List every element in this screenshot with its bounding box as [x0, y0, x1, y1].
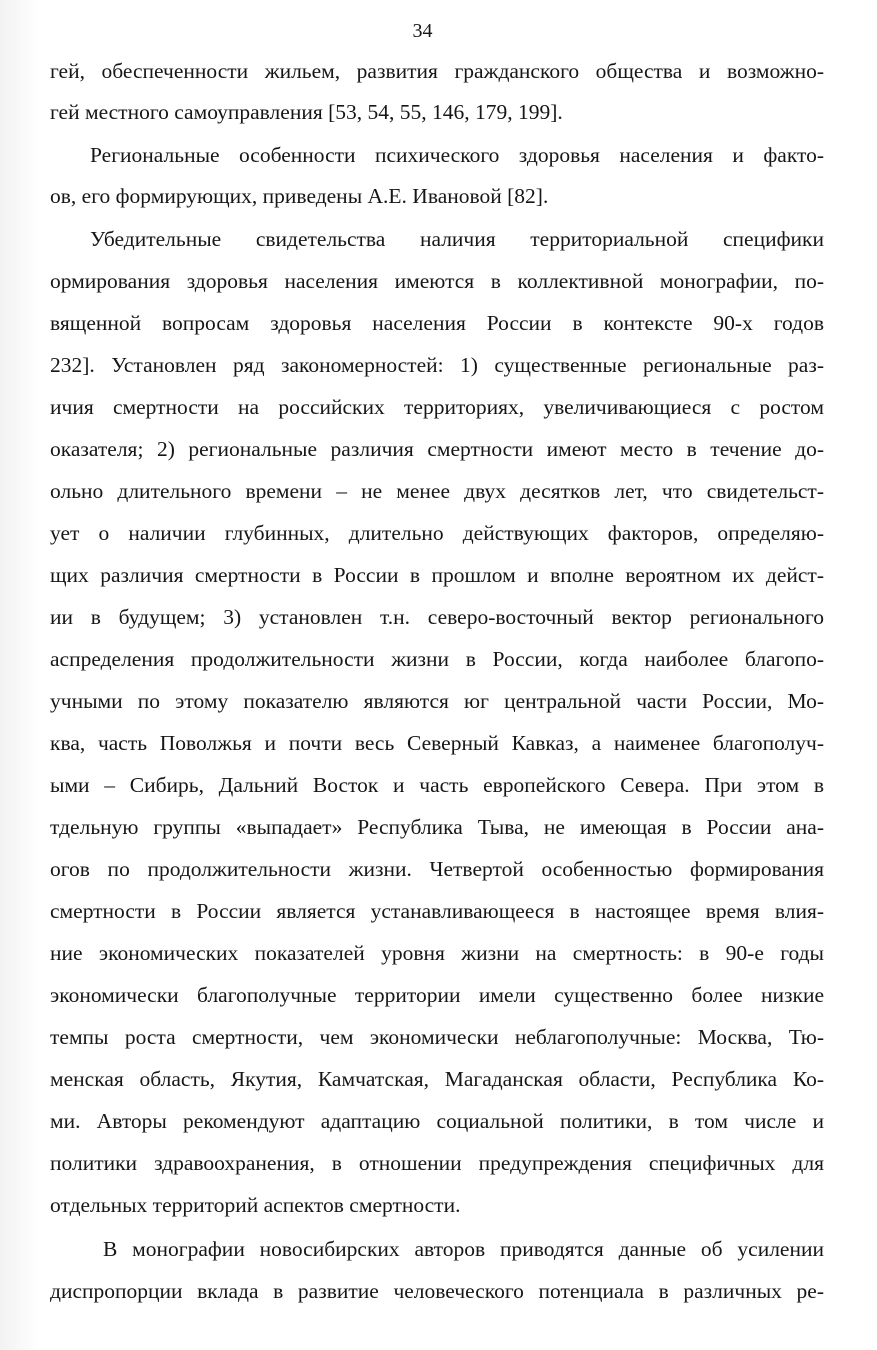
text-line: темпы роста смертности, чем экономически неблагополучные: Москва, Тю-	[50, 1025, 824, 1049]
text-line: диспропорции вклада в развитие человеческого потенциала в различных ре-	[50, 1279, 824, 1303]
text-line: экономически благополучные территории имели существенно более низкие	[50, 983, 824, 1007]
page-number: 34	[412, 20, 433, 42]
text-line: гей, обеспеченности жильем, развития гражданского общества и возможно-	[50, 59, 824, 83]
text-line: отдельных территорий аспектов смертности.	[50, 1193, 461, 1217]
text-line: политики здравоохранения, в отношении предупреждения специфичных для	[50, 1151, 824, 1175]
text-line: оказателя; 2) региональные различия смертности имеют место в течение до-	[50, 437, 824, 461]
text-line: аспределения продолжительности жизни в России, когда наиболее благопо-	[50, 647, 824, 671]
text-line: В монографии новосибирских авторов приводятся данные об усилении	[103, 1237, 824, 1261]
text-line: огов по продолжительности жизни. Четвертой особенностью формирования	[50, 857, 824, 881]
text-line: щих различия смертности в России в прошлом и вполне вероятном их дейст-	[50, 563, 824, 587]
text-line: ичия смертности на российских территориях, увеличивающиеся с ростом	[50, 395, 824, 419]
text-line: ми. Авторы рекомендуют адаптацию социальной политики, в том числе и	[50, 1109, 824, 1133]
text-line: ии в будущем; 3) установлен т.н. северо-восточный вектор регионального	[50, 605, 824, 629]
text-line: ов, его формирующих, приведены А.Е. Ивановой [82].	[50, 184, 549, 208]
text-line: 232]. Установлен ряд закономерностей: 1) существенные региональные раз-	[50, 353, 824, 377]
text-line: Убедительные свидетельства наличия территориальной специфики	[90, 227, 824, 251]
text-line: ормирования здоровья населения имеются в коллективной монографии, по-	[50, 269, 824, 293]
text-line: ольно длительного времени – не менее двух десятков лет, что свидетельст-	[50, 479, 824, 503]
text-line: ква, часть Поволжья и почти весь Северный Кавказ, а наименее благополуч-	[50, 731, 824, 755]
text-line: учными по этому показателю являются юг центральной части России, Мо-	[50, 689, 824, 713]
text-line: смертности в России является устанавливающееся в настоящее время влия-	[50, 899, 824, 923]
text-line: гей местного самоуправления [53, 54, 55, 146, 179, 199].	[50, 100, 563, 124]
text-line: ние экономических показателей уровня жизни на смертность: в 90-е годы	[50, 941, 824, 965]
text-line: ует о наличии глубинных, длительно действующих факторов, определяю-	[50, 521, 824, 545]
text-line: менская область, Якутия, Камчатская, Магаданская области, Республика Ко-	[50, 1067, 824, 1091]
text-line: Региональные особенности психического здоровья населения и факто-	[90, 143, 824, 167]
text-line: вященной вопросам здоровья населения России в контексте 90-х годов	[50, 311, 824, 335]
scan-edge-shadow	[0, 0, 40, 1350]
text-line: ыми – Сибирь, Дальний Восток и часть европейского Севера. При этом в	[50, 773, 824, 797]
text-line: тдельную группы «выпадает» Республика Тыва, не имеющая в России ана-	[50, 815, 824, 839]
